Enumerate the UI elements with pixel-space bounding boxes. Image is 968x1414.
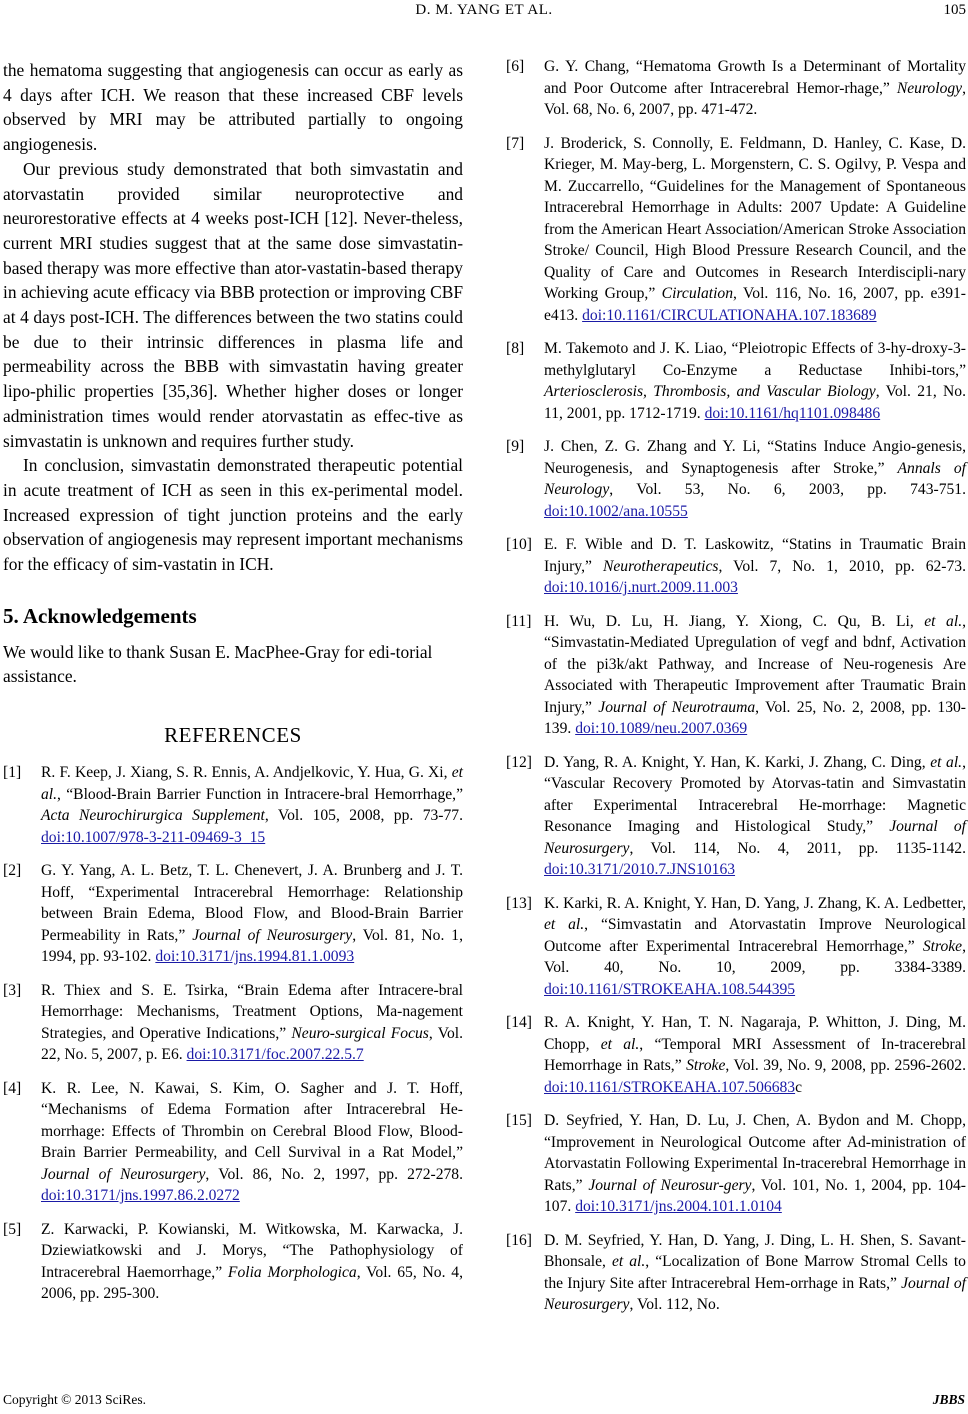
reference-list (3, 762, 463, 1305)
reference-journal: Stroke (686, 1057, 726, 1074)
reference-number: [11] (506, 612, 532, 630)
reference-title: , “Localization of Bone Marrow Stromal Cells to the Injury Site after Intracerebral Hem-orrhage in Rats,” (544, 1253, 966, 1292)
reference-text (544, 338, 966, 424)
reference-journal: Journal of Neurosurgery (41, 1165, 206, 1183)
doi-link[interactable]: doi:10.1161/hq1101.098486 (704, 404, 881, 422)
reference-entry (3, 1219, 463, 1305)
reference-details: , Vol. 21, No. 11, 2001, pp. 1712-1719. (544, 383, 966, 422)
reference-journal: Neurotherapeutics (602, 557, 719, 575)
reference-number: [8] (506, 340, 525, 357)
reference-number: [4] (3, 1079, 22, 1097)
reference-et-al: et al. (930, 753, 963, 771)
reference-et-al: et al. (924, 612, 963, 630)
reference-text (544, 752, 966, 881)
reference-journal: Journal of Neurosurgery (544, 1274, 966, 1313)
doi-link[interactable]: doi:10.3171/jns.1997.86.2.0272 (41, 1187, 240, 1205)
page-footer (0, 1392, 968, 1414)
reference-entry (506, 338, 966, 424)
reference-list (506, 56, 966, 1316)
reference-entry (506, 752, 966, 881)
reference-entry (3, 980, 463, 1066)
reference-authors-title: J. Broderick, S. Connolly, E. Feldmann, D. Hanley, C. Kase, D. Krieger, M. May-berg, L. Morgenstern, C. S. Ogilvy, P. Vespa and M. Zuccarrello, “Guidelines for the Management of Spontaneous Intracerebral Hemorrhage in Adults: 2007 Update: A Guideline from the American Heart Association/American Stroke Association Stroke/ Council, High Blood Pressure Research Council, and the Quality of Care and Outcomes in Research Interdiscipli-nary Working Group,” (544, 134, 966, 302)
reference-details: , Vol. 53, No. 6, 2003, pp. 743-751. (609, 481, 966, 498)
reference-details: , Vol. 116, No. 16, 2007, pp. e391-e413. (544, 285, 966, 324)
page-header (0, 0, 968, 30)
reference-et-al: et al. (600, 1035, 640, 1053)
right-column (506, 56, 966, 1328)
reference-text (41, 1219, 463, 1305)
doi-link[interactable]: doi:10.1002/ana.10555 (544, 502, 688, 520)
reference-text (41, 980, 463, 1066)
reference-number: [16] (506, 1231, 532, 1249)
reference-journal: Journal of Neurosurgery (192, 926, 353, 944)
acknowledgement-text: We would like to thank Susan E. MacPhee-Gray for edi-torial assistance. (3, 641, 433, 687)
reference-details: , Vol. 7, No. 1, 2010, pp. 62-73. (718, 557, 966, 575)
reference-entry (3, 860, 463, 968)
reference-number: [7] (506, 134, 525, 152)
reference-authors-title: K. Karki, R. A. Knight, Y. Han, D. Yang, J. Zhang, K. A. Ledbetter, (544, 894, 966, 912)
reference-authors-title: D. M. Seyfried, Y. Han, D. Yang, J. Ding, L. H. Shen, S. Savant-Bhonsale, (544, 1231, 966, 1270)
reference-number: [15] (506, 1112, 532, 1129)
reference-text (544, 893, 966, 1001)
body-paragraph: the hematoma suggesting that angiogenesis can occur as early as 4 days after ICH. We reason that these increased CBF levels observed by MRI may be attributed partially to ongoing angiogenesis. (3, 60, 463, 155)
reference-details: , Vol. 25, No. 2, 2008, pp. 130-139. (544, 698, 966, 737)
reference-details: , Vol. 112, No. (629, 1296, 720, 1313)
reference-authors-title: R. A. Knight, Y. Han, T. N. Nagaraja, P. Whitton, J. Ding, M. Chopp, (544, 1014, 966, 1053)
page-number: 105 (943, 2, 966, 18)
left-column (3, 58, 463, 1317)
reference-entry (506, 893, 966, 1001)
reference-journal: Annals of Neurology (544, 459, 966, 498)
reference-number: [6] (506, 58, 525, 75)
reference-authors-title: H. Wu, D. Lu, H. Jiang, Y. Xiong, C. Qu, B. Li, (544, 612, 925, 630)
reference-number: [12] (506, 753, 532, 771)
reference-number: [1] (3, 764, 22, 782)
reference-text (544, 1110, 966, 1218)
running-head: D. M. YANG ET AL. (415, 2, 553, 18)
body-paragraph: Our previous study demonstrated that both simvastatin and atorvastatin provided similar neuroprotective and neurorestorative effects at 4 weeks post-ICH [12]. Never-theless, current MRI studies suggest that at the same dose simvastatin-based therapy was more effective than ator-vastatin-based therapy in achieving acute efficacy via BBB protection or improving CBF at 4 days post-ICH. The differences between the two statins could be due to their intrinsic differences in plasma life and permeability across the BBB with simvastatin having greater lipo-philic properties [35,36]. Whether higher doses or longer administration times would render atorvastatin as effec-tive as simvastatin is unknown and requires further study. (3, 158, 463, 451)
reference-details: , Vol. 101, No. 1, 2004, pp. 104-107. (544, 1176, 966, 1215)
body-paragraph: In conclusion, simvastatin demonstrated therapeutic potential in acute treatment of ICH as seen in this ex-perimental model. Increased expression of tight junction proteins and the early observation of angiogenesis may represent important mechanisms for the efficacy of sim-vastatin in ICH. (3, 455, 463, 575)
reference-authors-title: E. F. Wible and D. T. Laskowitz, “Statins in Traumatic Brain Injury,” (544, 536, 966, 575)
doi-link[interactable]: doi:10.1161/CIRCULATIONAHA.107.183689 (582, 306, 877, 324)
reference-journal: Folia Morphologica (227, 1263, 357, 1281)
reference-text (41, 762, 463, 848)
reference-title: , “Simvastatin and Atorvastatin Improve Neurological Outcome after Experimental Intracerebral Hemorrhage,” (544, 916, 966, 955)
doi-link[interactable]: doi:10.1089/neu.2007.0369 (575, 720, 748, 737)
reference-authors-title: J. Chen, Z. G. Zhang and Y. Li, “Statins Induce Angio-genesis, Neurogenesis, and Synaptogenesis after Stroke,” (544, 438, 966, 477)
reference-journal: Arteriosclerosis, Thrombosis, and Vascular Biology (544, 383, 876, 400)
doi-link[interactable]: doi:10.1161/STROKEAHA.108.544395 (544, 980, 796, 998)
reference-number: [2] (3, 862, 22, 880)
doi-link[interactable]: doi:10.3171/foc.2007.22.5.7 (186, 1046, 364, 1064)
doi-link[interactable]: doi:10.1007/978-3-211-09469-3_15 (41, 828, 266, 846)
reference-entry (506, 611, 966, 740)
doi-link[interactable]: doi:10.1016/j.nurt.2009.11.003 (544, 579, 738, 596)
reference-entry (506, 534, 966, 599)
reference-journal: Journal of Neurosurgery (544, 818, 966, 857)
reference-journal: Journal of Neurotrauma (598, 698, 756, 716)
reference-authors-title: R. Thiex and S. E. Tsirka, “Brain Edema after Intracere-bral Hemorrhage: Mechanisms, Treatment Options, Ma-nagement Strategies, and Operative Indications,” (41, 981, 463, 1042)
reference-entry (506, 133, 966, 327)
reference-details: , Vol. 40, No. 10, 2009, pp. 3384-3389. (544, 937, 966, 976)
doi-link[interactable]: doi:10.3171/jns.2004.101.1.0104 (575, 1198, 782, 1215)
reference-text (544, 611, 966, 740)
reference-journal: Circulation (661, 285, 734, 302)
reference-title: , “Simvastatin-Mediated Upregulation of vegf and bdnf, Activation of the pi3k/akt Pathway, and Increase of Neu-rogenesis Are Associated with Therapeutic Improvement after Traumatic Brain Injury,” (544, 612, 966, 716)
reference-number: [13] (506, 894, 532, 912)
reference-entry (506, 1110, 966, 1218)
reference-text (544, 56, 966, 121)
copyright-notice: Copyright © 2013 SciRes. (3, 1392, 147, 1407)
reference-et-al: et al. (41, 764, 463, 803)
reference-authors-title: K. R. Lee, N. Kawai, S. Kim, O. Sagher and J. T. Hoff, “Mechanisms of Edema Formation after Intracerebral He-morrhage: Effects of Thrombin on Cerebral Blood Flow, Blood-Brain Barrier Permeability, and Cell Survival in a Rat Model,” (41, 1079, 463, 1162)
reference-journal: Stroke (922, 937, 963, 955)
reference-et-al: et al. (611, 1253, 646, 1270)
reference-details: , Vol. 86, No. 2, 1997, pp. 272-278. (205, 1165, 463, 1183)
reference-authors-title: G. Y. Chang, “Hematoma Growth Is a Determinant of Mortality and Poor Outcome after Intracerebral Hemor-rhage,” (544, 58, 966, 97)
reference-suffix: c (795, 1078, 803, 1096)
reference-et-al: et al. (544, 916, 585, 933)
reference-details: , Vol. 68, No. 6, 2007, pp. 471-472. (544, 79, 966, 118)
reference-text (41, 860, 463, 968)
reference-title: , “Temporal MRI Assessment of In-tracerebral Hemorrhage in Rats,” (544, 1035, 966, 1074)
reference-journal: Neurology (896, 79, 963, 97)
reference-number: [14] (506, 1014, 532, 1031)
reference-number: [5] (3, 1220, 22, 1238)
reference-authors-title: D. Seyfried, Y. Han, D. Lu, J. Chen, A. Bydon and M. Chopp, “Improvement in Neurological Outcome after Ad-ministration of Atorvastatin Following Experimental In-tracerebral Hemorrhage in Rats,” (544, 1112, 966, 1194)
reference-text (544, 1012, 966, 1098)
reference-text (544, 534, 966, 599)
journal-abbreviation: JBBS (932, 1392, 965, 1407)
reference-entry (3, 1078, 463, 1207)
reference-entry (506, 1012, 966, 1098)
reference-number: [10] (506, 536, 532, 553)
reference-title: , “Blood-Brain Barrier Function in Intracere-bral Hemorrhage,” (57, 785, 463, 803)
reference-text (544, 133, 966, 327)
references-heading: REFERENCES (164, 723, 302, 748)
reference-authors-title: G. Y. Yang, A. L. Betz, T. L. Chenevert, J. A. Brunberg and J. T. Hoff, “Experimental Intracerebral Hemorrhage: Relationship between Brain Edema, Blood Flow, and Blood-Brain Barrier Permeability in Rats,” (41, 862, 463, 944)
reference-title: , “Vascular Recovery Promoted by Atorvas-tatin and Simvastatin after Experimental Intracerebral He-morrhage: Magnetic Resonance Imaging and Histological Study,” (544, 753, 966, 835)
reference-number: [9] (506, 438, 525, 455)
section-heading: 5. Acknowledgements (3, 603, 197, 628)
reference-journal: Acta Neurochirurgica Supplement (41, 807, 265, 825)
reference-text (41, 1078, 463, 1207)
reference-text (544, 1230, 966, 1316)
reference-entry (3, 762, 463, 848)
reference-details: , Vol. 39, No. 9, 2008, pp. 2596-2602. (725, 1057, 966, 1074)
reference-journal: Neuro-surgical Focus (291, 1024, 429, 1042)
reference-entry (506, 56, 966, 121)
reference-authors-title: D. Yang, R. A. Knight, Y. Han, K. Karki, J. Zhang, C. Ding, (544, 753, 931, 771)
reference-details: , Vol. 65, No. 4, 2006, pp. 295-300. (41, 1263, 463, 1303)
reference-text (544, 436, 966, 522)
reference-details: , Vol. 105, 2008, pp. 73-77. (264, 807, 463, 825)
reference-details: , Vol. 114, No. 4, 2011, pp. 1135-1142. (629, 839, 966, 857)
doi-link[interactable]: doi:10.3171/jns.1994.81.1.0093 (155, 948, 355, 966)
doi-link[interactable]: doi:10.3171/2010.7.JNS10163 (544, 861, 736, 878)
reference-number: [3] (3, 981, 22, 999)
doi-link[interactable]: doi:10.1161/STROKEAHA.107.506683 (544, 1078, 796, 1096)
reference-entry (506, 1230, 966, 1316)
reference-details: , Vol. 22, No. 5, 2007, p. E6. (41, 1024, 463, 1064)
reference-authors-title: R. F. Keep, J. Xiang, S. R. Ennis, A. Andjelkovic, Y. Hua, G. Xi, (41, 764, 452, 782)
reference-journal: Journal of Neurosur-gery (588, 1176, 752, 1194)
reference-authors-title: M. Takemoto and J. K. Liao, “Pleiotropic Effects of 3-hy-droxy-3-methylglutaryl Co-Enzyme a Reductase Inhibi-tors,” (544, 340, 966, 379)
reference-details: , Vol. 81, No. 1, 1994, pp. 93-102. (41, 926, 463, 966)
reference-entry (506, 436, 966, 522)
reference-authors-title: Z. Karwacki, P. Kowianski, M. Witkowska, M. Karwacka, J. Dziewiatkowski and J. Morys, “The Pathophysiology of Intracerebral Haemorrhage,” (41, 1220, 463, 1281)
